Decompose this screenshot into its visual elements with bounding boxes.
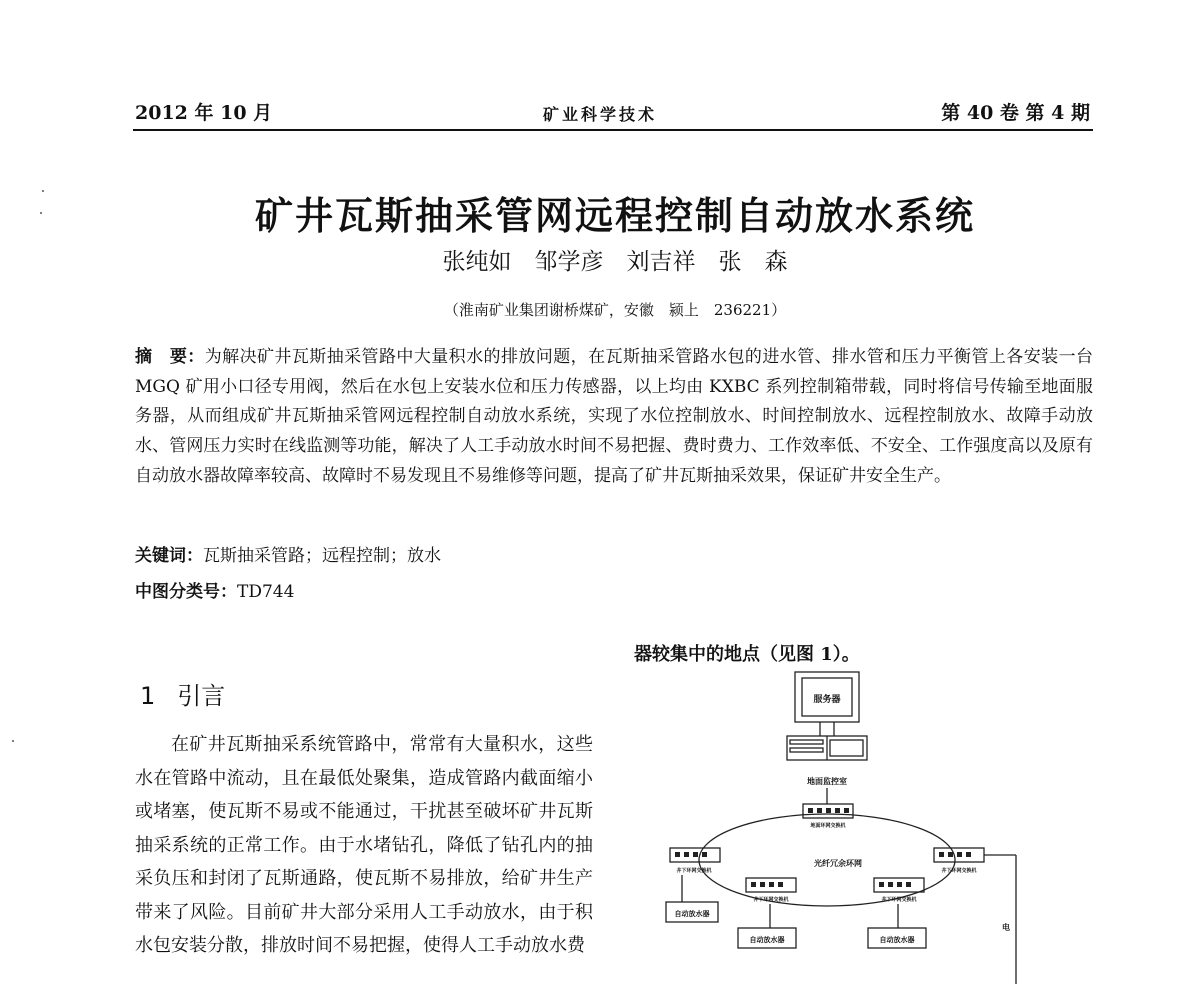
classification-label: 中图分类号： [135,582,237,602]
section-number: 1 [140,682,156,710]
affiliation: （淮南矿业集团谢桥煤矿，安徽 颍上 236221） [443,301,787,319]
abstract-label: 摘 要： [135,347,205,367]
left-switch-label: 井下环网交换机 [676,868,712,874]
authors: 张纯如 邹学彦 刘吉祥 张 森 [442,249,788,275]
left-drain-label: 自动放水器 [674,910,710,918]
control-room-label: 地面监控室 [807,777,847,786]
section-title: 引言 [177,682,226,710]
paper-title: 矿井瓦斯抽采管网远程控制自动放水系统 [254,193,975,238]
right-switch-label: 井下环网交换机 [941,868,977,874]
keywords [135,541,441,566]
server-label: 服务器 [813,695,841,705]
abstract [135,343,1093,492]
ring-label: 光纤冗余环网 [814,859,862,868]
abstract-text: 为解决矿井瓦斯抽采管路中大量积水的排放问题，在瓦斯抽采管路水包的进水管、排水管和压力平衡管上各安装一台 MGQ 矿用小口径专用阀，然后在水包上安装水位和压力传感器，以上均由 KXBC 系列控制箱带载，同时将信号传输至地面服务器，从而组成矿井瓦斯抽采管网远程控制自动放水系统，实现了水位控制放水、时间控制放水、远程控制放水、故障手动放水、管网压力实时在线监测等功能，解决了人工手动放水时间不易把握、费时费力、工作效率低、不安全、工作强度高以及原有自动放水器故障率较高、故障时不易发现且不易维修等问题，提高了矿井瓦斯抽采效果，保证矿井安全生产。 [135,347,1094,486]
side-char: 电 [1002,923,1010,932]
center-right-switch-label: 井下环网交换机 [881,897,917,903]
section-heading [140,676,225,711]
classification [135,577,294,602]
header-date: 2012 年 10 月 [135,102,273,124]
center-left-switch-label: 井下环网交换机 [753,897,789,903]
header-rule [133,129,1093,131]
center-left-drain-label: 自动放水器 [749,936,785,944]
figure-1-network-diagram [660,660,1020,984]
center-right-drain-label: 自动放水器 [879,936,915,944]
ground-switch-label: 地面环网交换机 [810,823,846,829]
body-paragraph: 在矿井瓦斯抽采系统管路中，常常有大量积水，这些水在管路中流动，且在最低处聚集，造成管路内截面缩小或堵塞，使瓦斯不易或不能通过，干扰甚至破坏矿井瓦斯抽采系统的正常工作。由于水堵钻孔，降低了钻孔内的抽采负压和封闭了瓦斯通路，使瓦斯不易排放，给矿井生产带来了风险。目前矿井大部分采用人工手动放水，由于积水包安装分散，排放时间不易把握，使得人工手动放水费 [135,734,593,956]
scan-speck [40,212,42,214]
header-journal: 矿业科学技术 [542,105,657,124]
keywords-text: 瓦斯抽采管路；远程控制；放水 [203,546,441,566]
keywords-label: 关键词： [135,546,203,566]
right-column-text: 器较集中的地点（见图 1）。 [634,644,860,665]
header-issue: 第 40 卷 第 4 期 [941,102,1090,124]
classification-text: TD744 [237,582,295,602]
body-column-left [135,728,593,963]
scan-speck [12,740,14,742]
scan-speck [42,190,44,192]
